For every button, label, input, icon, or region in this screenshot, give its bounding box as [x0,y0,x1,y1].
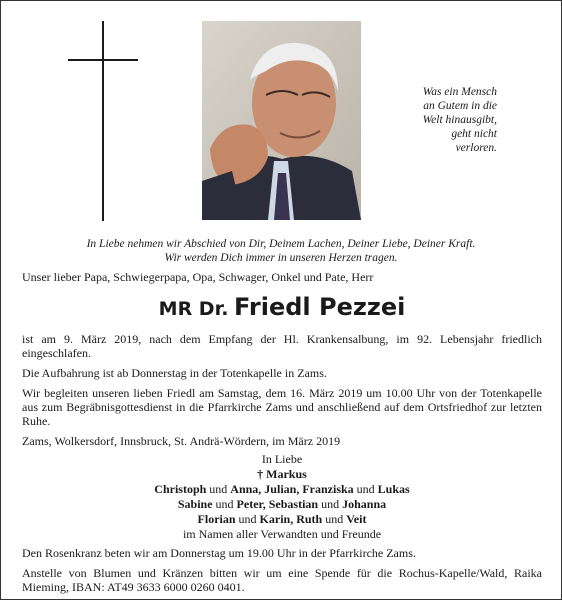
rosary-paragraph: Den Rosenkranz beten wir am Donnerstag um 19.00 Uhr in der Pfarrkirche Zams. [22,546,416,560]
quote-line: geht nicht [451,128,497,140]
notice-body [22,332,542,600]
name-full: Friedl Pezzei [234,293,406,321]
place-date: Zams, Wolkersdorf, Innsbruck, St. Andrä-Wördern, im März 2019 [22,434,341,448]
mourners-intro: In Liebe [261,452,303,466]
mourners-outro: im Namen aller Verwandten und Freunde [182,527,382,541]
farewell-line: In Liebe nehmen wir Abschied von Dir, Deinem Lachen, Deiner Liebe, Deiner Kraft. [86,238,476,250]
mourners-list [22,452,542,542]
mourners-line: Florian und Karin, Ruth und Veit [197,512,367,526]
mourners-line: Sabine und Peter, Sebastian und Johanna [177,497,387,511]
viewing-paragraph: Die Aufbahrung ist ab Donnerstag in der Totenkapelle in Zams. [22,366,327,380]
relations-line: Unser lieber Papa, Schwiegerpapa, Opa, Schwager, Onkel und Pate, Herr [22,270,374,284]
quote-line: an Gutem in die [423,100,497,112]
quote-line: Was ein Mensch [422,86,497,98]
portrait-photo [202,21,361,220]
death-paragraph: ist am 9. März 2019, nach dem Empfang der Hl. Krankensalbung, im 92. Lebensjahr friedlich eingeschlafen. [22,332,542,360]
donation-paragraph: Anstelle von Blumen und Kränzen bitten wir um eine Spende für die Rochus-Kapelle/Wald, Raika Mieming, IBAN: AT49 3633 6000 0260 0401. [22,566,542,594]
funeral-paragraph: Wir begleiten unseren lieben Friedl am Samstag, dem 16. März 2019 um 10.00 Uhr von der Totenkapelle aus zum Begräbnisgottesdienst in die Pfarrkirche Zams und anschließend auf dem Ortsfriedhof zur letzten Ruhe. [22,386,542,428]
deceased-name [1,293,562,321]
cross-icon [102,21,104,221]
farewell-line: Wir werden Dich immer in unseren Herzen tragen. [164,252,398,264]
mourners-line: Christoph und Anna, Julian, Franziska und Lukas [154,482,410,496]
quote-line: Welt hinausgibt, [422,114,497,126]
deceased-mark: † Markus [257,467,307,481]
name-title: MR Dr. [158,298,229,320]
cross-icon-bar [68,59,138,61]
quote-line: verloren. [455,142,497,154]
quote [377,85,497,155]
farewell-text [31,237,531,265]
